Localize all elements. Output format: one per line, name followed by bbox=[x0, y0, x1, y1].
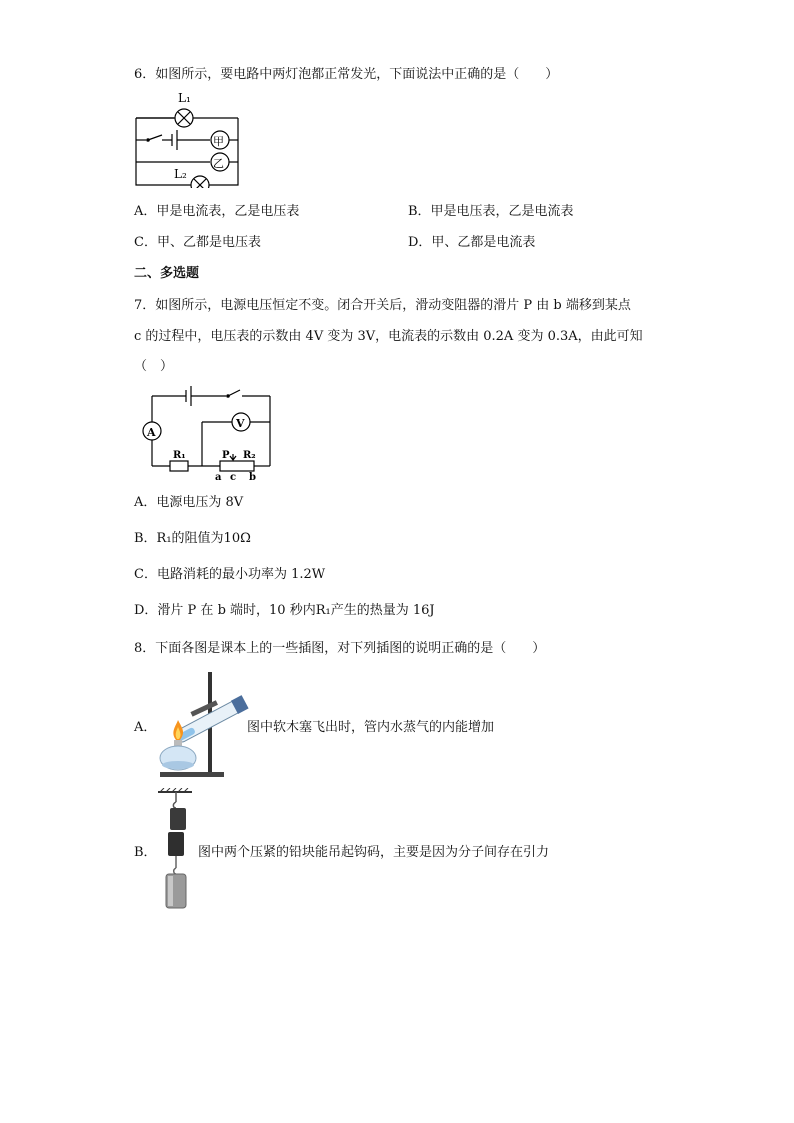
q7-stem-line3: （ ） bbox=[134, 359, 174, 374]
q8-option-b-image bbox=[156, 788, 196, 912]
q8-option-a-label: A． bbox=[134, 720, 157, 735]
terminal-b-label: b bbox=[249, 472, 256, 483]
ammeter-label: A bbox=[147, 426, 156, 439]
q6-option-d: D．甲、乙都是电流表 bbox=[408, 235, 536, 250]
resistor-r1-label: R₁ bbox=[173, 450, 186, 461]
voltmeter-label: V bbox=[236, 417, 245, 430]
q7-option-a: A．电源电压为 8V bbox=[134, 495, 244, 510]
lamp-l2-label: L₂ bbox=[174, 167, 187, 181]
q7-option-d: D．滑片 P 在 b 端时，10 秒内R₁产生的热量为 16J bbox=[134, 603, 435, 618]
q7-circuit-diagram bbox=[138, 384, 288, 484]
q6-stem: 6．如图所示，要电路中两灯泡都正常发光，下面说法中正确的是（ ） bbox=[134, 67, 559, 82]
rheostat-r2 bbox=[220, 461, 254, 471]
rheostat-r2-label: R₂ bbox=[243, 450, 256, 461]
lamp-l1-label: L₁ bbox=[178, 91, 191, 105]
resistor-r1 bbox=[170, 461, 188, 471]
q8-option-a-text: 图中软木塞飞出时，管内水蒸气的内能增加 bbox=[247, 720, 495, 735]
q6-circuit-diagram bbox=[128, 88, 248, 188]
q8-option-a-image bbox=[156, 670, 252, 780]
section-title: 二、多选题 bbox=[134, 266, 200, 281]
q8-stem: 8．下面各图是课本上的一些插图，对下列插图的说明正确的是（ ） bbox=[134, 641, 546, 656]
meter-jia-label: 甲 bbox=[213, 135, 224, 148]
q7-option-b: B．R₁的阻值为10Ω bbox=[134, 531, 251, 546]
terminal-c-label: c bbox=[230, 472, 237, 483]
q7-stem-line2: c 的过程中，电压表的示数由 4V 变为 3V，电流表的示数由 0.2A 变为 0.3A，由此可知 bbox=[134, 329, 643, 344]
q6-option-b: B．甲是电压表，乙是电流表 bbox=[408, 204, 574, 219]
lamp-l2 bbox=[191, 176, 209, 188]
q6-option-a: A．甲是电流表，乙是电压表 bbox=[134, 204, 300, 219]
meter-yi-label: 乙 bbox=[213, 157, 224, 170]
q7-option-c: C．电路消耗的最小功率为 1.2W bbox=[134, 567, 326, 582]
q8-option-b-label: B． bbox=[134, 845, 157, 860]
q6-option-c: C．甲、乙都是电压表 bbox=[134, 235, 261, 250]
q8-option-b-text: 图中两个压紧的铅块能吊起钩码，主要是因为分子间存在引力 bbox=[198, 845, 550, 860]
slider-p-label: P bbox=[222, 450, 230, 461]
terminal-a-label: a bbox=[215, 472, 222, 483]
q7-stem-line1: 7．如图所示，电源电压恒定不变。闭合开关后，滑动变阻器的滑片 P 由 b 端移到某点 bbox=[134, 298, 631, 313]
